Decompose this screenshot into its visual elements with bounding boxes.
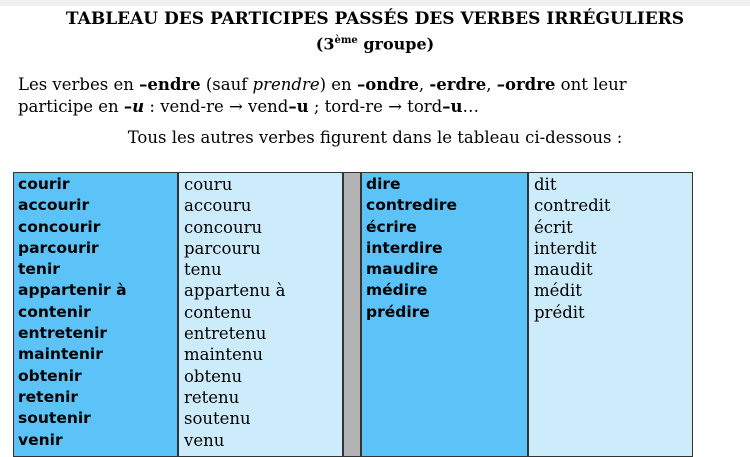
participle: dit bbox=[534, 175, 557, 194]
participle: concouru bbox=[184, 217, 263, 237]
participle: venu bbox=[184, 430, 225, 450]
left-participle-list bbox=[184, 174, 285, 451]
infinitive: prédire bbox=[366, 302, 430, 321]
infinitive: contredire bbox=[366, 196, 458, 215]
infinitive: maintenir bbox=[18, 345, 103, 364]
infinitive: venir bbox=[18, 430, 63, 449]
participle: interdit bbox=[534, 238, 597, 258]
infinitive: médire bbox=[366, 281, 428, 300]
participle: écrit bbox=[534, 217, 573, 237]
top-strip bbox=[0, 0, 750, 6]
participle: maintenu bbox=[184, 345, 264, 365]
page-title: TABLEAU DES PARTICIPES PASSÉS DES VERBES IRRÉGULIERS bbox=[65, 9, 685, 29]
infinitive: courir bbox=[18, 175, 70, 193]
participle: retenu bbox=[184, 387, 240, 407]
table-intro-note: Tous les autres verbes figurent dans le tableau ci-dessous : bbox=[127, 128, 623, 147]
participle: soutenu bbox=[184, 409, 251, 429]
participle: contenu bbox=[184, 302, 252, 322]
right-infinitive-list bbox=[366, 174, 457, 323]
participle: parcouru bbox=[184, 238, 261, 258]
participle: entretenu bbox=[184, 324, 267, 344]
infinitive: appartenir à bbox=[18, 281, 127, 300]
participle: médit bbox=[534, 281, 582, 301]
right-participle-list bbox=[534, 174, 611, 323]
infinitive: soutenir bbox=[18, 409, 91, 428]
participle: contredit bbox=[534, 196, 611, 216]
infinitive: écrire bbox=[366, 217, 417, 236]
intro-paragraph: Les verbes en –endre (sauf prendre) en –ondre, -erdre, –ordre ont leur participe en –u : vend-re → vend–u ; tord-re → tord–u… bbox=[18, 75, 627, 116]
infinitive: concourir bbox=[18, 217, 101, 236]
participle: obtenu bbox=[184, 366, 243, 386]
infinitive: maudire bbox=[366, 260, 439, 279]
participle: appartenu à bbox=[184, 281, 286, 301]
infinitive: dire bbox=[366, 175, 401, 193]
infinitive: retenir bbox=[18, 387, 79, 406]
column-separator bbox=[343, 172, 361, 457]
participle: couru bbox=[184, 175, 233, 194]
participle: tenu bbox=[184, 260, 222, 280]
infinitive: contenir bbox=[18, 302, 91, 321]
infinitive: interdire bbox=[366, 238, 443, 257]
page-subtitle: (3ème groupe) bbox=[315, 34, 435, 54]
infinitive: entretenir bbox=[18, 324, 108, 343]
participle: accouru bbox=[184, 196, 252, 216]
infinitive: obtenir bbox=[18, 366, 82, 385]
infinitive: parcourir bbox=[18, 238, 99, 257]
infinitive: tenir bbox=[18, 260, 60, 279]
infinitive: accourir bbox=[18, 196, 90, 215]
left-infinitive-list bbox=[18, 174, 127, 451]
participle: maudit bbox=[534, 260, 593, 280]
participle: prédit bbox=[534, 302, 585, 322]
